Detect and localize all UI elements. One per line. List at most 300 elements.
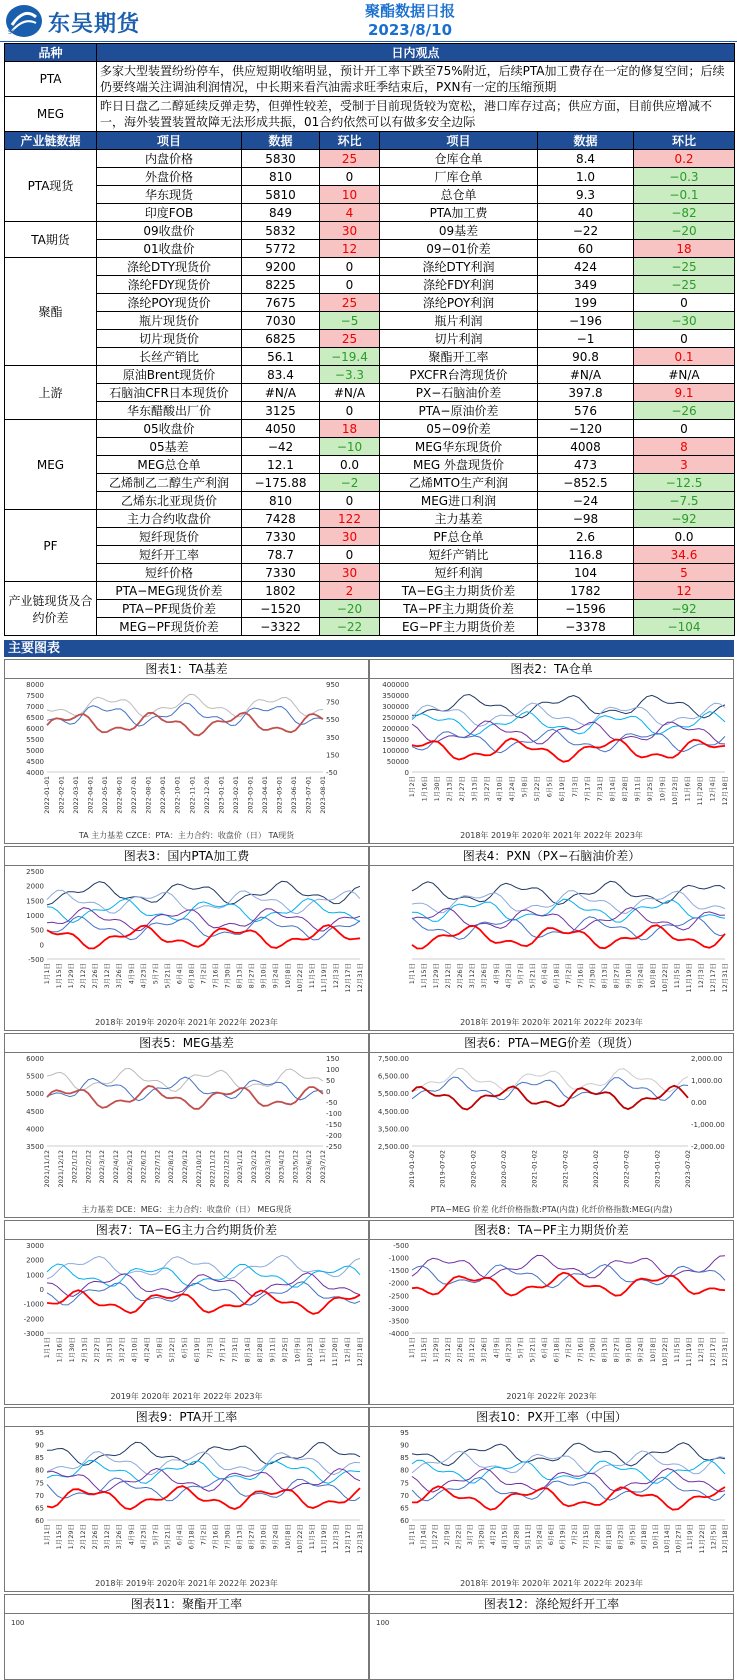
item-left: 原油Brent现货价	[97, 366, 242, 384]
item-left: 短纤现货价	[97, 528, 242, 546]
x-tick-label: 1月30日	[433, 776, 442, 802]
x-tick-label: 7月2日	[564, 1337, 573, 1359]
x-tick-label: 12月5日	[709, 1524, 718, 1550]
y-tick-label: 4,500.00	[377, 1107, 409, 1116]
item-left: 印度FOB	[97, 204, 242, 222]
y-tick-label: 80	[400, 1466, 409, 1475]
chart-panel	[369, 1220, 734, 1405]
change-left: 2	[320, 582, 380, 600]
change-left: −22	[320, 618, 380, 636]
x-tick-label: 10月8日	[648, 963, 657, 989]
company-name: 东吴期货	[48, 12, 141, 37]
x-tick-label: 1月2日	[408, 776, 416, 798]
x-tick-label: 6月18日	[187, 1524, 196, 1550]
change-left: 25	[320, 150, 380, 168]
y-tick-label: 4500	[26, 1107, 44, 1116]
y-tick-label: 3500	[26, 1143, 44, 1151]
table-row	[5, 474, 735, 492]
x-tick-label: 10月22日	[295, 963, 304, 993]
x-tick-label: 8月27日	[247, 963, 256, 989]
table-row	[5, 420, 735, 438]
x-tick-label: 5月22日	[168, 1337, 177, 1363]
chart-panel	[4, 1033, 369, 1218]
x-tick-label: 11月6日	[318, 1337, 327, 1363]
item-right: 涤纶POY利润	[380, 294, 538, 312]
x-tick-label: 6月5日	[180, 1337, 189, 1359]
change-left: 30	[320, 222, 380, 240]
x-tick-label: 10月8日	[648, 1337, 657, 1363]
x-tick-label: 5月21日	[163, 1524, 172, 1550]
value-left: 78.7	[242, 546, 320, 564]
series-line	[47, 1461, 360, 1484]
item-left: 华东醋酸出厂价	[97, 402, 242, 420]
x-tick-label: 11月19日	[684, 1337, 693, 1367]
x-tick-label: 9月11日	[268, 1337, 277, 1363]
x-tick-label: 2022/8/12	[167, 1150, 176, 1184]
chart-legend: 主力基差 DCE：MEG：主力合约：收盘价（日） MEG现货	[81, 1205, 292, 1214]
value-left: 810	[242, 168, 320, 186]
table-row	[5, 312, 735, 330]
x-tick-label: 10月22日	[295, 1524, 304, 1554]
x-tick-label: 8月23日	[616, 1524, 625, 1550]
x-tick-label: 3月12日	[468, 963, 477, 989]
value-left: 7330	[242, 528, 320, 546]
x-tick-label: 3月12日	[103, 963, 112, 989]
group-name: 聚酯	[5, 258, 97, 366]
x-tick-label: 5月7日	[516, 1337, 525, 1359]
y-tick-label: -1000	[388, 1254, 409, 1263]
value-left: 4050	[242, 420, 320, 438]
x-tick-label: 2022/2/12	[84, 1150, 93, 1184]
change-left: −5	[320, 312, 380, 330]
value-left: 5832	[242, 222, 320, 240]
x-tick-label: 7月16日	[576, 963, 585, 989]
item-right: 短纤产销比	[380, 546, 538, 564]
value-left: #N/A	[242, 384, 320, 402]
chart-title: 图表5：MEG基差	[5, 1034, 368, 1053]
value-left: 7330	[242, 564, 320, 582]
value-left: 3125	[242, 402, 320, 420]
change-left: 0	[320, 492, 380, 510]
y-tick-label: -3000	[23, 1330, 44, 1338]
value-right: 60	[538, 240, 634, 258]
y2-tick-label: 750	[326, 698, 340, 707]
value-right: 1782	[538, 582, 634, 600]
value-right: 116.8	[538, 546, 634, 564]
y-tick-label: 2500	[26, 868, 44, 876]
change-right: −0.3	[634, 168, 735, 186]
x-tick-label: 12月31日	[356, 1524, 364, 1554]
x-tick-label: 6月4日	[175, 1524, 184, 1546]
y-tick-label: 1000	[26, 912, 44, 920]
table-row	[5, 618, 735, 636]
view-text: 多家大型装置纷纷停车，供应短期收缩明显，预计开工率下跌至75%附近，后续PTA加工费存在一定的修复空间；后续仍要终端关注调油利润情况，中长期来看汽油需求旺季结束后，PXN有一定的压缩预期	[97, 62, 735, 97]
chart-title: 图表9：PTA开工率	[5, 1408, 368, 1427]
x-tick-label: 2023/4/12	[277, 1150, 286, 1184]
x-tick-label: 11月19日	[319, 1524, 328, 1554]
y-tick-label: 6500	[26, 714, 44, 722]
x-tick-label: 5月24日	[535, 1524, 544, 1550]
value-left: 5810	[242, 186, 320, 204]
value-right: −1	[538, 330, 634, 348]
x-tick-label: 3月13日	[105, 1337, 114, 1363]
item-right: 涤纶DTY利润	[380, 258, 538, 276]
x-tick-label: 3月26日	[115, 1524, 124, 1550]
change-left: 0	[320, 168, 380, 186]
table-row	[5, 222, 735, 240]
value-left: 5830	[242, 150, 320, 168]
x-tick-label: 1月30日	[68, 1337, 77, 1363]
chart-panel	[4, 846, 369, 1031]
table-row	[5, 564, 735, 582]
charts-section-title: 主要图表	[4, 640, 734, 657]
th-chain: 产业链数据	[5, 132, 97, 150]
change-right: −82	[634, 204, 735, 222]
chart-title: 图表4：PXN（PX−石脑油价差）	[370, 847, 733, 866]
change-left: 0	[320, 546, 380, 564]
x-tick-label: 2022-02-01	[57, 776, 66, 814]
x-tick-label: 2022/4/12	[112, 1150, 120, 1184]
x-tick-label: 11月20日	[695, 776, 704, 806]
y-tick-label: 150000	[382, 736, 409, 744]
x-tick-label: 11月19日	[319, 963, 328, 993]
value-right: 2.6	[538, 528, 634, 546]
views-header-variety: 品种	[5, 44, 97, 62]
x-tick-label: 6月18日	[187, 963, 196, 989]
change-left: 122	[320, 510, 380, 528]
change-right: 12	[634, 582, 735, 600]
x-tick-label: 2月26日	[456, 1337, 465, 1363]
x-tick-label: 8月13日	[235, 1524, 244, 1550]
item-left: MEG−PF现货价差	[97, 618, 242, 636]
y-tick-label: 100000	[382, 747, 409, 755]
y-tick-label: 95	[400, 1429, 409, 1437]
series-line	[412, 1460, 725, 1483]
x-tick-label: 6月4日	[540, 1337, 549, 1359]
x-tick-label: 5月21日	[528, 1337, 537, 1363]
x-tick-label: 2019-07-02	[438, 1150, 447, 1188]
x-tick-label: 7月16日	[211, 1524, 220, 1550]
value-left: 849	[242, 204, 320, 222]
x-tick-label: 3月26日	[115, 963, 124, 989]
report-title-block	[260, 2, 560, 40]
value-right: 40	[538, 204, 634, 222]
x-tick-label: 3月7日	[465, 1524, 474, 1546]
item-right: PTA加工费	[380, 204, 538, 222]
report-date: 2023/8/10	[367, 21, 453, 39]
x-tick-label: 4月9日	[492, 963, 501, 985]
chart-legend: PTA−MEG 价差 化纤价格指数:PTA(内盘) 化纤价格指数:MEG(内盘)	[430, 1205, 673, 1214]
report-title: 聚酯数据日报	[364, 2, 455, 20]
change-right: 0	[634, 420, 735, 438]
change-right: 3	[634, 456, 735, 474]
chart-legend: 2018年 2019年 2020年 2021年 2022年 2023年	[95, 1018, 278, 1027]
x-tick-label: 7月2日	[570, 1524, 579, 1546]
series-line	[47, 713, 323, 736]
x-tick-label: 1月1日	[408, 1337, 416, 1359]
x-tick-label: 2023-07-02	[684, 1150, 692, 1188]
group-name: PF	[5, 510, 97, 582]
item-left: PTA−MEG现货价差	[97, 582, 242, 600]
x-tick-label: 6月6日	[547, 1524, 556, 1546]
x-tick-label: 2023/6/12	[305, 1150, 314, 1184]
x-tick-label: 7月31日	[595, 776, 604, 802]
change-right: 18	[634, 240, 735, 258]
y2-tick-label: 150	[326, 751, 340, 760]
x-tick-label: 1月27日	[431, 1524, 440, 1550]
x-tick-label: 2022/10/12	[194, 1150, 203, 1188]
x-tick-label: 9月10日	[259, 963, 268, 989]
views-header-opinion: 日内观点	[97, 44, 735, 62]
th-change: 环比	[320, 132, 380, 150]
value-left: 8225	[242, 276, 320, 294]
item-right: PXCFR台湾现货价	[380, 366, 538, 384]
y-tick-label: 7000	[26, 703, 44, 711]
x-tick-label: 12月3日	[696, 963, 705, 989]
y-tick-label: 5,500.00	[377, 1090, 409, 1099]
x-tick-label: 1月16日	[55, 1337, 64, 1363]
item-right: 聚酯开工率	[380, 348, 538, 366]
th-change-2: 环比	[634, 132, 735, 150]
x-tick-label: 4月10日	[130, 1337, 139, 1363]
x-tick-label: 9月24日	[271, 963, 280, 989]
chart-panel	[369, 659, 734, 844]
y-tick-label: 75	[35, 1479, 44, 1488]
item-left: 09收盘价	[97, 222, 242, 240]
item-right: TA−EG主力期货价差	[380, 582, 538, 600]
value-left: 1802	[242, 582, 320, 600]
x-tick-label: 4月9日	[127, 963, 136, 985]
item-right: 09−01价差	[380, 240, 538, 258]
x-tick-label: 2022-11-01	[188, 776, 197, 814]
item-right: PX−石脑油价差	[380, 384, 538, 402]
change-right: 34.6	[634, 546, 735, 564]
y-tick-label: 70	[400, 1491, 409, 1500]
series-line	[47, 694, 323, 717]
y-tick-label: 60	[35, 1517, 44, 1525]
value-right: −196	[538, 312, 634, 330]
change-right: 0.2	[634, 150, 735, 168]
change-left: 0.0	[320, 456, 380, 474]
item-right: 仓库仓单	[380, 150, 538, 168]
change-left: 0	[320, 258, 380, 276]
y-tick-label: 100	[11, 1619, 25, 1627]
x-tick-label: 1月1日	[408, 1524, 416, 1546]
x-tick-label: 10月14日	[663, 1524, 672, 1554]
chart-plot	[370, 1052, 733, 1202]
x-tick-label: 4月23日	[504, 1337, 513, 1363]
x-tick-label: 7月17日	[583, 776, 592, 802]
value-left: −1520	[242, 600, 320, 618]
x-tick-label: 2月26日	[456, 963, 465, 989]
x-tick-label: 1月1日	[408, 963, 416, 985]
chart-title: 图表12：涤纶短纤开工率	[370, 1595, 733, 1614]
series-line	[412, 925, 725, 948]
group-name: PTA现货	[5, 150, 97, 222]
chart-legend: 2019年 2020年 2021年 2022年 2023年	[110, 1392, 263, 1401]
y-tick-label: 5500	[26, 1072, 44, 1081]
x-tick-label: 10月9日	[293, 1337, 302, 1363]
x-tick-label: 2022-01-01	[43, 776, 51, 814]
item-left: 乙烯制乙二醇生产利润	[97, 474, 242, 492]
change-right: 0	[634, 294, 735, 312]
x-tick-label: 7月31日	[230, 1337, 239, 1363]
y-tick-label: 0	[39, 941, 44, 950]
x-tick-label: 1月29日	[432, 1337, 441, 1363]
value-right: 199	[538, 294, 634, 312]
x-tick-label: 1月29日	[432, 963, 441, 989]
value-right: 397.8	[538, 384, 634, 402]
y-tick-label: 500	[30, 926, 44, 935]
table-row	[5, 384, 735, 402]
item-right: PTA−原油价差	[380, 402, 538, 420]
value-right: 104	[538, 564, 634, 582]
x-tick-label: 2023-05-01	[275, 776, 284, 814]
table-row	[5, 348, 735, 366]
x-tick-label: 9月24日	[636, 1337, 645, 1363]
x-tick-label: 10月1日	[651, 1524, 660, 1550]
x-tick-label: 2月26日	[91, 963, 100, 989]
y2-tick-label: 1,000.00	[691, 1077, 723, 1085]
x-tick-label: 2021/11/12	[43, 1150, 51, 1188]
y-tick-label: 3000	[26, 1242, 44, 1250]
y2-tick-label: -150	[326, 1121, 342, 1129]
x-tick-label: 2月27日	[458, 776, 467, 802]
series-line	[412, 899, 725, 922]
y-tick-label: 75	[400, 1479, 409, 1488]
value-left: −3322	[242, 618, 320, 636]
change-right: 0	[634, 330, 735, 348]
x-tick-label: 2022-12-01	[202, 776, 211, 814]
group-name: TA期货	[5, 222, 97, 258]
x-tick-label: 2022-03-01	[72, 776, 81, 814]
chart-panel	[4, 1220, 369, 1405]
x-tick-label: 7月15日	[581, 1524, 590, 1550]
value-left: 810	[242, 492, 320, 510]
chart-legend: 2018年 2019年 2020年 2021年 2022年 2023年	[460, 831, 643, 840]
x-tick-label: 12月18日	[356, 1337, 364, 1367]
series-line	[47, 1486, 360, 1509]
x-tick-label: 11月5日	[672, 963, 681, 989]
x-tick-label: 5月7日	[516, 963, 525, 985]
chart-panel	[369, 1407, 734, 1592]
table-row	[5, 186, 735, 204]
table-row	[5, 258, 735, 276]
x-tick-label: 1月15日	[55, 963, 64, 989]
change-right: 9.1	[634, 384, 735, 402]
item-left: 长丝产销比	[97, 348, 242, 366]
item-left: 涤纶POY现货价	[97, 294, 242, 312]
x-tick-label: 1月15日	[55, 1524, 64, 1550]
table-row	[5, 510, 735, 528]
item-left: 外盘价格	[97, 168, 242, 186]
group-name: MEG	[5, 420, 97, 510]
x-tick-label: 2019-01-02	[408, 1150, 416, 1188]
x-tick-label: 4月9日	[127, 1524, 136, 1546]
value-right: 90.8	[538, 348, 634, 366]
series-line	[47, 703, 323, 726]
x-tick-label: 8月13日	[600, 1337, 609, 1363]
y-tick-label: 90	[400, 1441, 409, 1450]
series-line	[412, 1086, 688, 1110]
company-logo	[6, 3, 176, 39]
th-item: 项目	[97, 132, 242, 150]
x-tick-label: 2022/6/12	[139, 1150, 148, 1184]
y-tick-label: 85	[400, 1454, 409, 1463]
x-tick-label: 2月12日	[444, 1337, 453, 1363]
item-right: 切片利润	[380, 330, 538, 348]
x-tick-label: 9月10日	[259, 1524, 268, 1550]
item-right: TA−PF主力期货价差	[380, 600, 538, 618]
value-left: 7428	[242, 510, 320, 528]
x-tick-label: 1月1日	[43, 1337, 51, 1359]
x-tick-label: 2020-01-02	[469, 1150, 478, 1188]
x-tick-label: 10月9日	[658, 776, 667, 802]
y-tick-label: 7500	[26, 692, 44, 700]
x-tick-label: 4月23日	[504, 963, 513, 989]
series-line	[412, 695, 725, 718]
series-line	[412, 908, 725, 931]
x-tick-label: 3月27日	[483, 776, 492, 802]
value-right: 9.3	[538, 186, 634, 204]
y-tick-label: -3000	[388, 1304, 409, 1313]
x-tick-label: 8月27日	[247, 1524, 256, 1550]
x-tick-label: 7月3日	[570, 776, 579, 798]
x-tick-label: 2023-03-01	[246, 776, 255, 814]
x-tick-label: 2021/12/12	[56, 1150, 65, 1188]
change-right: −26	[634, 402, 735, 420]
y-tick-label: 5500	[26, 736, 44, 744]
value-right: #N/A	[538, 366, 634, 384]
x-tick-label: 6月19日	[558, 1524, 567, 1550]
item-right: 涤纶FDY利润	[380, 276, 538, 294]
chart-plot	[370, 1426, 733, 1576]
value-left: 6825	[242, 330, 320, 348]
x-tick-label: 5月8日	[155, 1337, 164, 1359]
x-tick-label: 2023/1/12	[236, 1150, 245, 1184]
y2-tick-label: 50	[326, 1077, 335, 1085]
change-left: 12	[320, 240, 380, 258]
table-row	[5, 366, 735, 384]
x-tick-label: 3月26日	[480, 1337, 489, 1363]
th-item-2: 项目	[380, 132, 538, 150]
x-tick-label: 8月14日	[243, 1337, 252, 1363]
y-tick-label: 2000	[26, 1256, 44, 1265]
y-tick-label: 50000	[386, 758, 409, 766]
change-left: −3.3	[320, 366, 380, 384]
value-right: −24	[538, 492, 634, 510]
value-right: 424	[538, 258, 634, 276]
table-row	[5, 456, 735, 474]
table-row	[5, 204, 735, 222]
chart-title: 图表2：TA仓单	[370, 660, 733, 679]
value-left: 7675	[242, 294, 320, 312]
value-right: −120	[538, 420, 634, 438]
item-left: 主力合约收盘价	[97, 510, 242, 528]
change-left: 30	[320, 528, 380, 546]
series-line	[412, 1443, 725, 1466]
y-tick-label: 3,500.00	[377, 1125, 409, 1134]
chart-legend: 2018年 2019年 2020年 2021年 2022年 2023年	[95, 1579, 278, 1588]
x-tick-label: 9月5日	[628, 1524, 637, 1546]
x-tick-label: 2023/7/12	[319, 1150, 327, 1184]
x-tick-label: 6月4日	[175, 963, 184, 985]
item-right: MEG 外盘现货价	[380, 456, 538, 474]
y-tick-label: 6000	[26, 1055, 44, 1063]
x-tick-label: 11月6日	[683, 776, 692, 802]
item-left: PTA−PF现货价差	[97, 600, 242, 618]
x-tick-label: 10月8日	[283, 1524, 292, 1550]
